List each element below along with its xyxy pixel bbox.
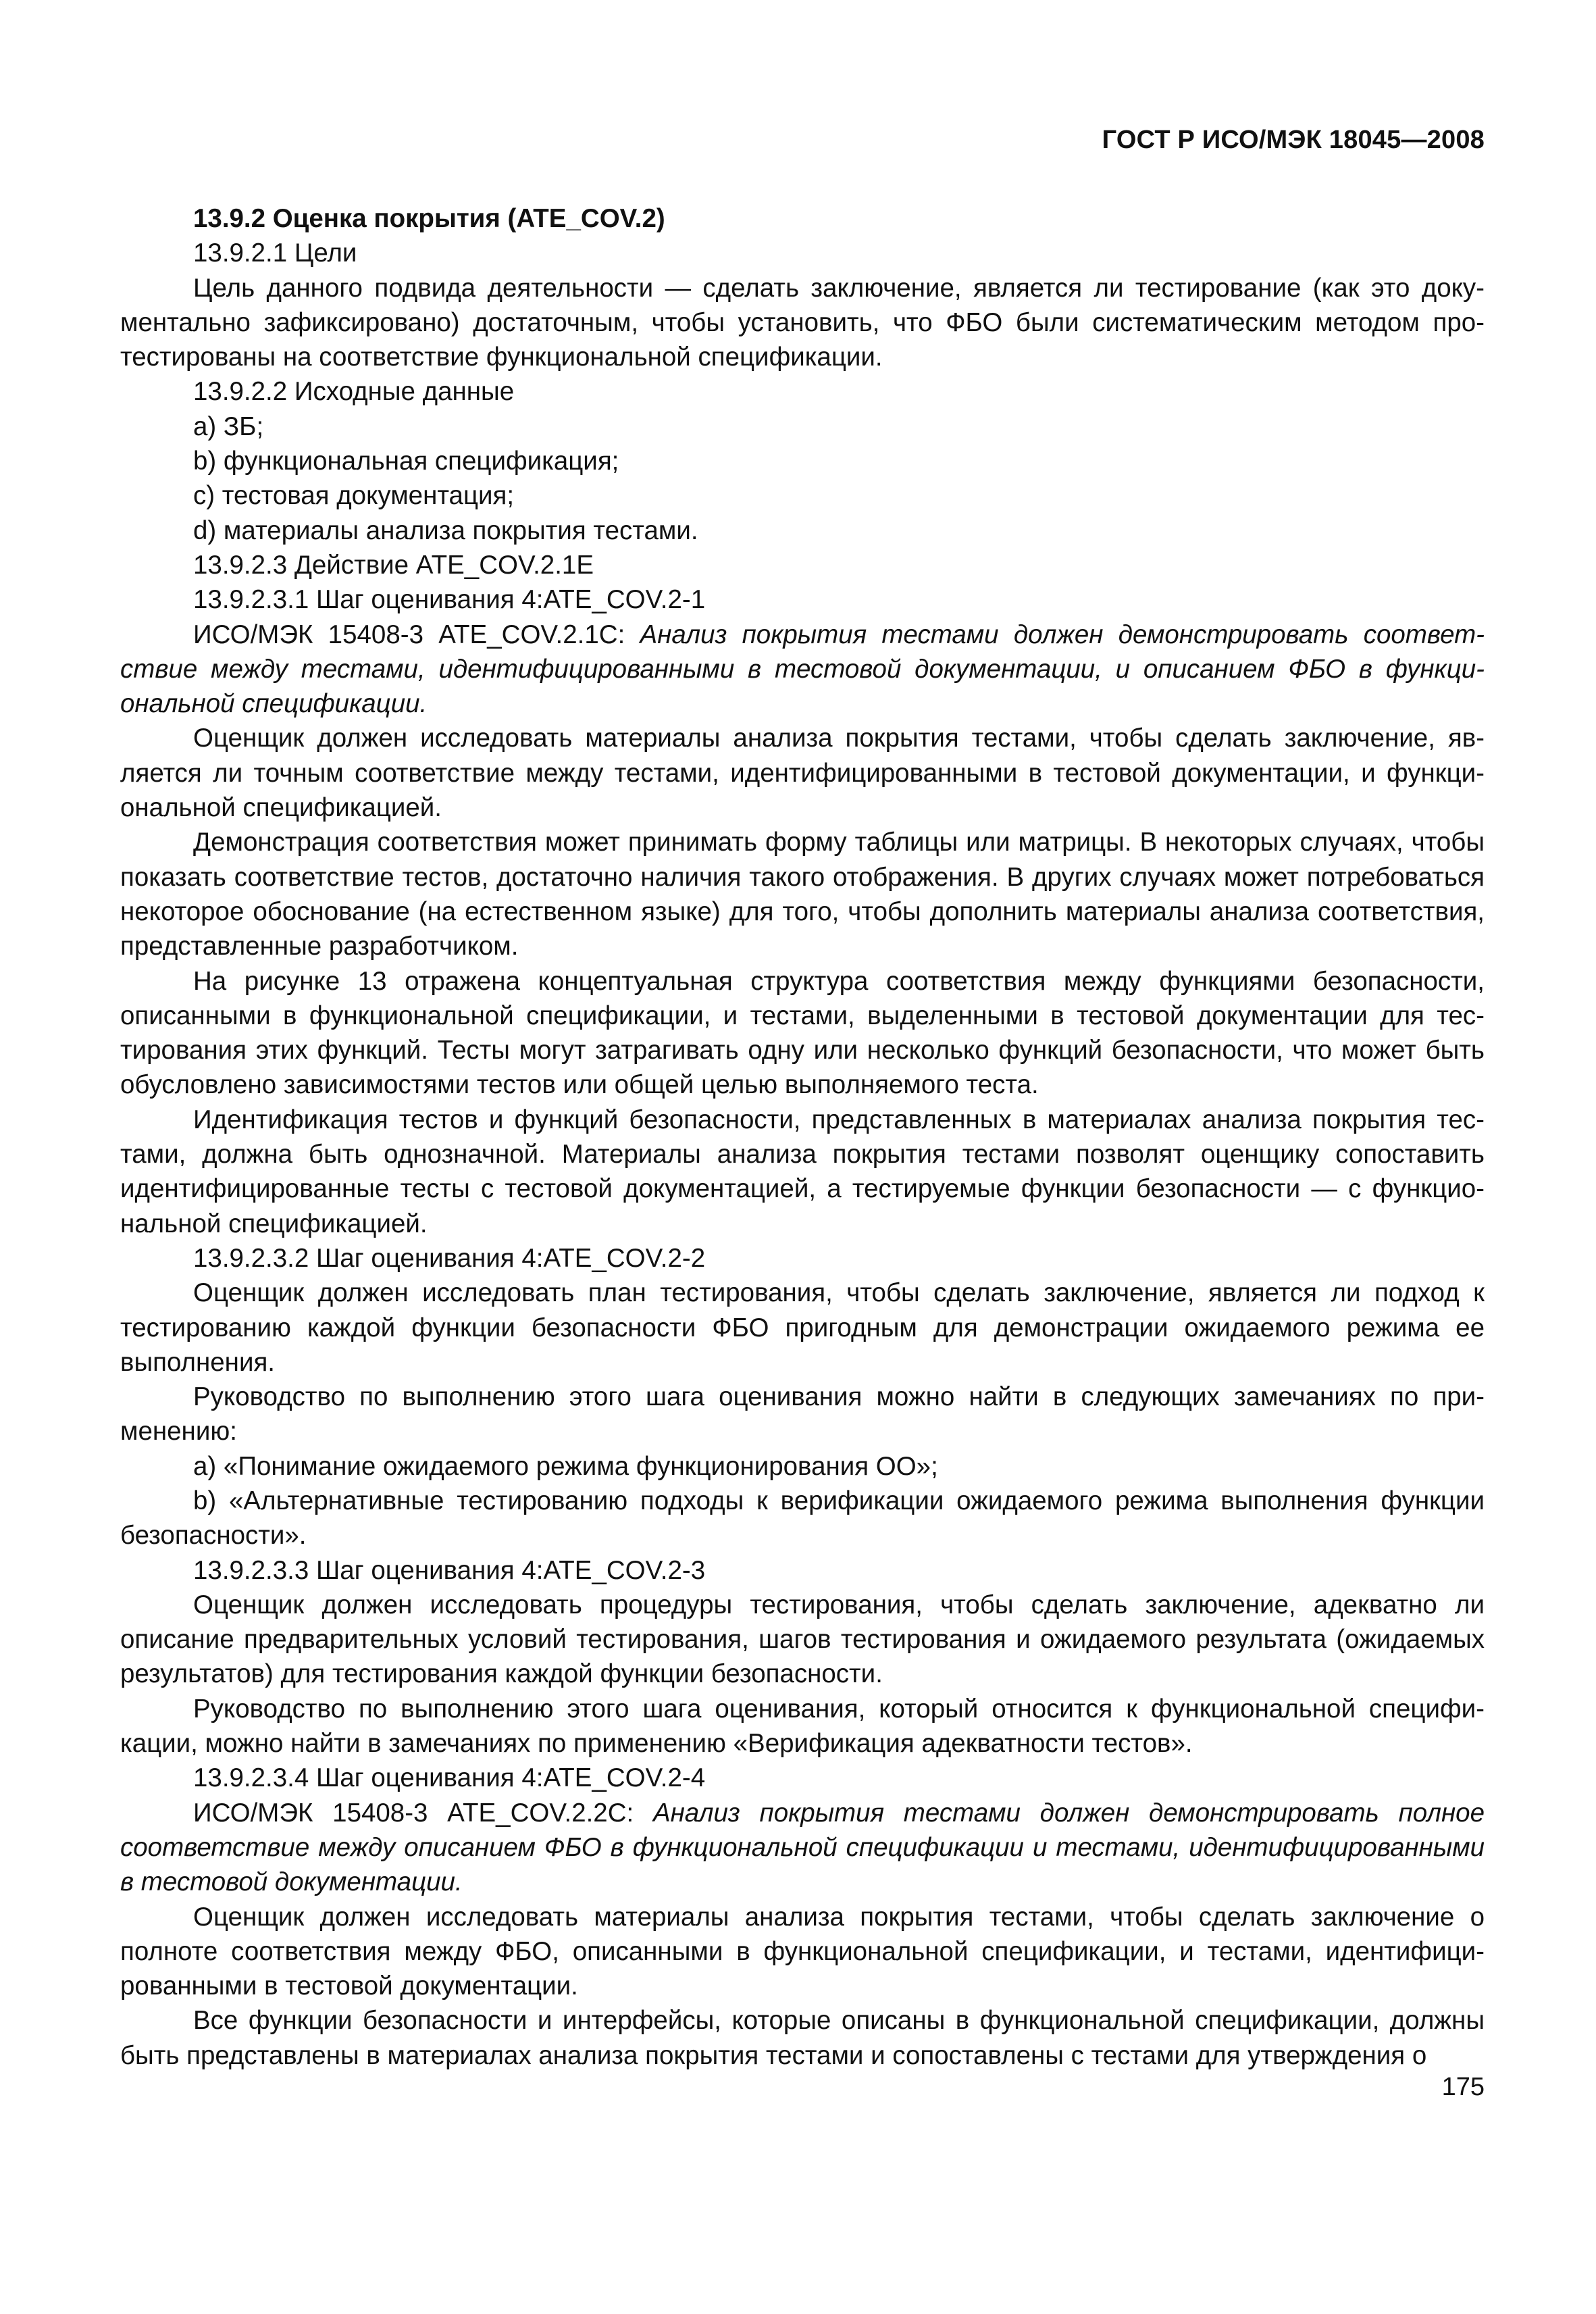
paragraph bbox=[120, 1241, 1485, 1276]
paragraph-text: Идентификация тестов и функций безопасности, представленных в материалах анализа покрытия тестами, должна быть однозначной. Материалы анализа покрытия тестами позволят оценщику сопоставить идентифицированные тесты с тестовой документацией, а тестируемые функции безопасности — с функциональной спецификацией. bbox=[120, 1105, 1485, 1238]
paragraph-text: Оценщик должен исследовать материалы анализа покрытия тестами, чтобы сделать заключение о полноте соответствия между ФБО, описанными в функциональной спецификации, и тестами, идентифицированными в тестовой документации. bbox=[120, 1902, 1485, 2001]
paragraph bbox=[120, 1553, 1485, 1588]
paragraph bbox=[120, 409, 1485, 444]
paragraph bbox=[120, 964, 1485, 1103]
paragraph-text: 13.9.2.3.1 Шаг оценивания 4:ATE_COV.2-1 bbox=[193, 585, 706, 615]
paragraph bbox=[120, 374, 1485, 409]
paragraph-text: 13.9.2.2 Исходные данные bbox=[193, 377, 515, 407]
paragraph bbox=[120, 201, 1485, 236]
paragraph-text: 13.9.2.3.2 Шаг оценивания 4:ATE_COV.2-2 bbox=[193, 1243, 706, 1273]
paragraph bbox=[120, 1761, 1485, 1795]
document-body bbox=[120, 201, 1485, 2073]
paragraph bbox=[120, 236, 1485, 270]
paragraph-text: d) материалы анализа покрытия тестами. bbox=[193, 515, 698, 545]
paragraph bbox=[120, 1103, 1485, 1241]
paragraph bbox=[120, 1380, 1485, 1449]
paragraph-text: ИСО/МЭК 15408-3 ATE_COV.2.2C: bbox=[193, 1798, 653, 1828]
paragraph-text: Руководство по выполнению этого шага оценивания можно найти в следующих замечаниях по применению: bbox=[120, 1382, 1485, 1447]
paragraph-text: Руководство по выполнению этого шага оценивания, который относится к функциональной спецификации, можно найти в замечаниях по применению «Верификация адекватности тестов». bbox=[120, 1694, 1485, 1759]
paragraph bbox=[120, 1484, 1485, 1553]
paragraph-text: Все функции безопасности и интерфейсы, которые описаны в функциональной спецификации, должны быть представлены в материалах анализа покрытия тестами и сопоставлены с тестами для утверждения о bbox=[120, 2006, 1485, 2070]
paragraph-italic-text: Анализ покрытия тестами должен демонстрировать соответствие между тестами, идентифицированными в тестовой документации, и описанием ФБО в функциональной спецификации. bbox=[120, 620, 1485, 719]
paragraph bbox=[120, 582, 1485, 617]
paragraph bbox=[120, 1276, 1485, 1380]
paragraph-text: 13.9.2.3 Действие ATE_COV.2.1E bbox=[193, 550, 594, 580]
paragraph bbox=[120, 478, 1485, 513]
paragraph bbox=[120, 2003, 1485, 2073]
paragraph-text: Оценщик должен исследовать план тестирования, чтобы сделать заключение, является ли подход к тестированию каждой функции безопасности ФБО пригодным для демонстрации ожидаемого режима ее выполнения. bbox=[120, 1278, 1485, 1377]
paragraph-text: 13.9.2.3.3 Шаг оценивания 4:ATE_COV.2-3 bbox=[193, 1555, 706, 1585]
paragraph bbox=[120, 1900, 1485, 2004]
page-number: 175 bbox=[1441, 2073, 1485, 2101]
paragraph-italic-text: Анализ покрытия тестами должен демонстрировать полное соответствие между описанием ФБО в функциональной спецификации и тестами, идентифицированными в тестовой документации. bbox=[120, 1798, 1485, 1897]
paragraph-text: На рисунке 13 отражена концептуальная структура соответствия между функциями безопасности, описанными в функциональной спецификации, и тестами, выделенными в тестовой документации для тестирования этих функций. Тесты могут затрагивать одну или несколько функций безопасности, что может быть обусловлено зависимостями тестов или общей целью выполняемого теста. bbox=[120, 966, 1485, 1100]
paragraph-text: b) «Альтернативные тестированию подходы к верификации ожидаемого режима выполнения функции безопасности». bbox=[120, 1486, 1485, 1551]
paragraph-text: b) функциональная спецификация; bbox=[193, 447, 619, 476]
paragraph-text: Демонстрация соответствия может принимать форму таблицы или матрицы. В некоторых случаях, чтобы показать соответствие тестов, достаточно наличия такого отображения. В других случаях может потребоваться некоторое обоснование (на естественном языке) для того, чтобы дополнить материалы анализа соответствия, представленные разработчиком. bbox=[120, 828, 1485, 961]
paragraph-text: a) «Понимание ожидаемого режима функционирования ОО»; bbox=[193, 1451, 938, 1481]
paragraph-text: Оценщик должен исследовать материалы анализа покрытия тестами, чтобы сделать заключение, является ли точным соответствие между тестами, идентифицированными в тестовой документации, и функциональной спецификацией. bbox=[120, 724, 1485, 823]
paragraph-text: ИСО/МЭК 15408-3 ATE_COV.2.1C: bbox=[193, 620, 640, 649]
paragraph-text: Цель данного подвида деятельности — сделать заключение, является ли тестирование (как это документально зафиксировано) достаточным, чтобы установить, что ФБО были систематическим методом протестированы на соответствие функциональной спецификации. bbox=[120, 273, 1485, 372]
standard-header: ГОСТ Р ИСО/МЭК 18045—2008 bbox=[1102, 126, 1485, 154]
paragraph bbox=[120, 513, 1485, 548]
paragraph-text: c) тестовая документация; bbox=[193, 481, 515, 511]
paragraph bbox=[120, 548, 1485, 582]
paragraph bbox=[120, 1449, 1485, 1484]
paragraph-text: a) ЗБ; bbox=[193, 411, 264, 441]
paragraph bbox=[120, 721, 1485, 825]
paragraph bbox=[120, 1692, 1485, 1761]
paragraph bbox=[120, 271, 1485, 375]
paragraph bbox=[120, 1588, 1485, 1692]
paragraph-text: 13.9.2.1 Цели bbox=[193, 238, 357, 268]
paragraph-text: 13.9.2.3.4 Шаг оценивания 4:ATE_COV.2-4 bbox=[193, 1763, 706, 1793]
paragraph bbox=[120, 444, 1485, 478]
paragraph bbox=[120, 618, 1485, 722]
paragraph-text: Оценщик должен исследовать процедуры тестирования, чтобы сделать заключение, адекватно ли описание предварительных условий тестирования, шагов тестирования и ожидаемого результата (ожидаемых результатов) для тестирования каждой функции безопасности. bbox=[120, 1590, 1485, 1689]
paragraph bbox=[120, 1796, 1485, 1900]
paragraph bbox=[120, 825, 1485, 963]
paragraph-text: 13.9.2 Оценка покрытия (ATE_COV.2) bbox=[193, 204, 665, 233]
